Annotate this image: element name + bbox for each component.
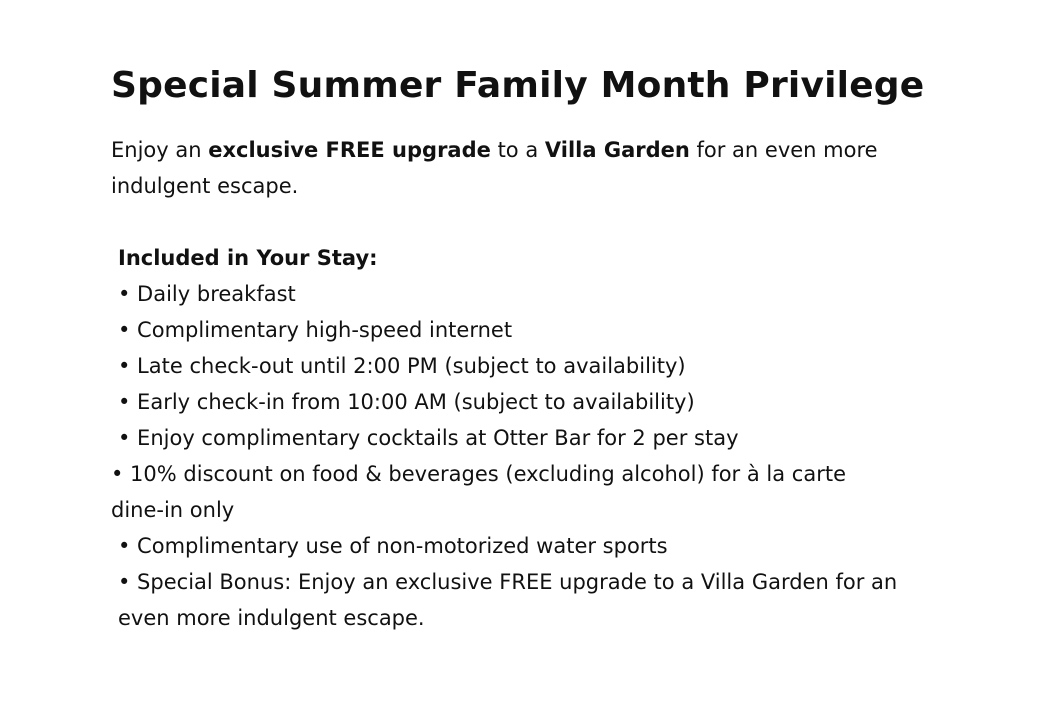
list-item: • 10% discount on food & beverages (excluding alcohol) for à la carte dine-in only [111,462,846,522]
intro-highlight-upgrade: exclusive FREE upgrade [208,138,491,162]
offer-content [111,62,971,636]
list-item: • Daily breakfast [118,282,296,306]
list-item: • Enjoy complimentary cocktails at Otter Bar for 2 per stay [118,426,739,450]
list-item: • Early check-in from 10:00 AM (subject to availability) [118,390,695,414]
spacer [111,204,971,240]
included-section [111,240,971,636]
intro-suffix: for an even more indulgent escape. [111,138,878,198]
list-item: • Late check-out until 2:00 PM (subject to availability) [118,354,686,378]
intro-paragraph [111,132,951,204]
intro-highlight-villa: Villa Garden [544,138,690,162]
included-heading: Included in Your Stay: [118,246,378,270]
intro-prefix: Enjoy an [111,138,209,162]
list-item: • Special Bonus: Enjoy an exclusive FREE upgrade to a Villa Garden for an even more indulgent escape. [118,570,898,630]
list-item: • Complimentary use of non-motorized water sports [118,534,668,558]
intro-middle: to a [490,138,545,162]
list-item: • Complimentary high-speed internet [118,318,513,342]
page-title: Special Summer Family Month Privilege [111,65,925,106]
